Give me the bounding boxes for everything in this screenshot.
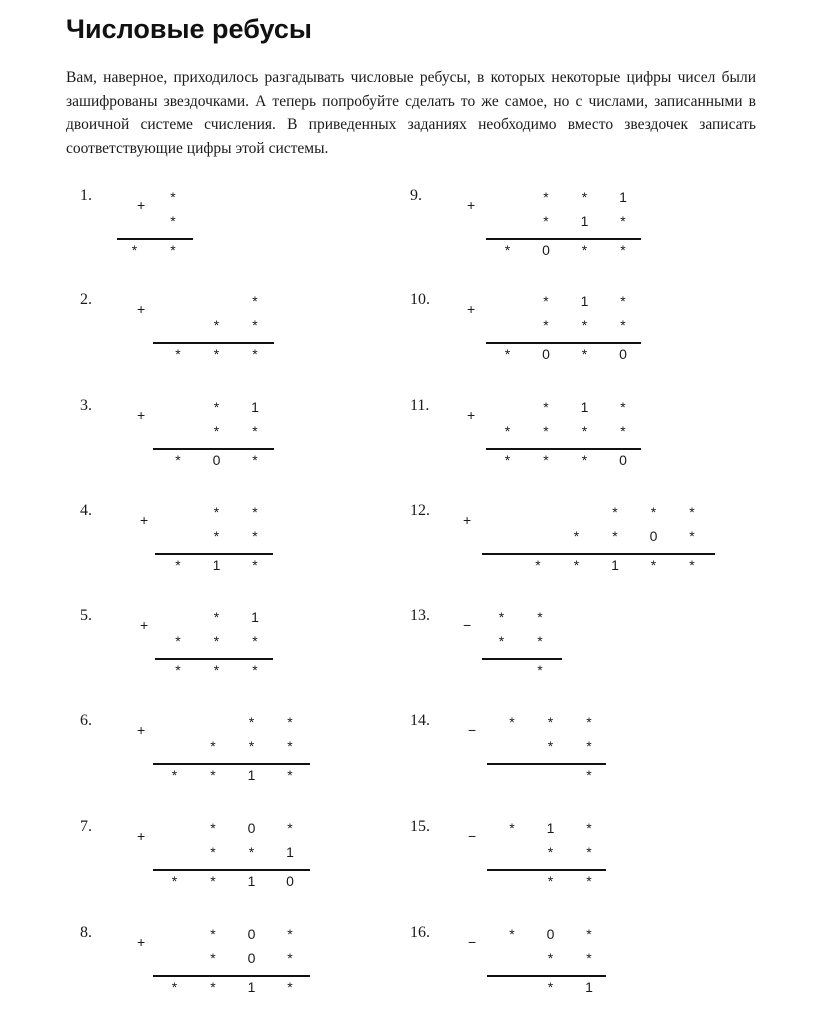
digit: 1 <box>611 557 619 573</box>
hidden-digit: * <box>213 346 220 362</box>
hidden-digit: * <box>586 843 592 860</box>
hidden-digit: * <box>171 767 178 783</box>
plus-sign: + <box>137 301 146 317</box>
plus-sign: + <box>467 197 476 213</box>
plus-sign: + <box>137 934 146 950</box>
hidden-digit: * <box>287 737 293 754</box>
hidden-digit: * <box>543 452 549 468</box>
hidden-digit: * <box>689 504 695 520</box>
puzzle-number: 1. <box>80 187 92 204</box>
hidden-digit: * <box>620 422 626 439</box>
hidden-digit: * <box>537 632 543 649</box>
hidden-digit: * <box>547 737 554 754</box>
hidden-digit: * <box>547 979 554 995</box>
hidden-digit: * <box>620 293 626 309</box>
hidden-digit: * <box>586 714 592 730</box>
hidden-digit: * <box>287 949 293 966</box>
hidden-digit: * <box>650 504 657 520</box>
hidden-digit: * <box>498 632 505 649</box>
digit: 0 <box>247 926 256 942</box>
digit: 1 <box>286 843 294 860</box>
hidden-digit: * <box>498 609 505 625</box>
hidden-digit: * <box>210 843 216 860</box>
plus-sign: + <box>467 301 476 317</box>
intro-paragraph: Вам, наверное, приходилось разгадывать числовые ребусы, в которых некоторые цифры чисел были зашифрованы звездочками. А теперь попробуйте сделать то же самое, но с числами, записанными в двоичной системе счисления. В приведенных заданиях необходимо вместо звездочек записать соответствующие цифры этой системы. <box>66 69 756 157</box>
plus-sign: + <box>137 407 146 423</box>
hidden-digit: * <box>504 422 511 439</box>
hidden-digit: * <box>612 527 618 544</box>
hidden-digit: * <box>252 422 258 439</box>
hidden-digit: * <box>252 293 258 309</box>
puzzle-number: 8. <box>80 924 92 941</box>
hidden-digit: * <box>170 242 176 258</box>
plus-sign: + <box>137 722 146 738</box>
hidden-digit: * <box>287 926 293 942</box>
hidden-digit: * <box>620 242 626 258</box>
minus-sign: − <box>468 722 477 738</box>
minus-sign: − <box>468 934 477 950</box>
digit: 0 <box>247 820 256 836</box>
digit: 0 <box>649 527 658 544</box>
hidden-digit: * <box>573 557 580 573</box>
digit: 1 <box>247 979 256 995</box>
puzzle-number: 12. <box>410 502 430 519</box>
hidden-digit: * <box>175 632 181 649</box>
hidden-digit: * <box>543 399 549 415</box>
digit: 1 <box>585 979 593 995</box>
plus-sign: + <box>140 512 149 528</box>
puzzle-number: 11. <box>410 397 430 414</box>
sum-line <box>153 975 310 977</box>
sum-line <box>117 238 193 240</box>
digit: 0 <box>619 452 627 468</box>
hidden-digit: * <box>175 452 181 468</box>
sum-line <box>487 763 606 765</box>
hidden-digit: * <box>543 189 549 205</box>
puzzle-number: 9. <box>410 187 422 204</box>
hidden-digit: * <box>620 316 626 333</box>
hidden-digit: * <box>509 714 515 730</box>
hidden-digit: * <box>573 527 580 544</box>
hidden-digit: * <box>252 557 258 573</box>
plus-sign: + <box>140 617 149 633</box>
digit: 0 <box>619 346 627 362</box>
hidden-digit: * <box>252 452 258 468</box>
hidden-digit: * <box>252 346 258 362</box>
hidden-digit: * <box>287 714 293 730</box>
hidden-digit: * <box>689 527 695 544</box>
digit: 1 <box>580 293 589 309</box>
puzzle-number: 15. <box>410 818 430 835</box>
sum-line <box>153 869 310 871</box>
hidden-digit: * <box>504 452 511 468</box>
hidden-digit: * <box>581 346 588 362</box>
hidden-digit: * <box>586 949 592 966</box>
hidden-digit: * <box>252 504 258 520</box>
puzzle-number: 13. <box>410 607 430 624</box>
sum-line <box>153 763 310 765</box>
hidden-digit: * <box>170 189 176 205</box>
digit: 1 <box>247 873 256 889</box>
digit: 1 <box>251 609 259 625</box>
sum-line <box>487 869 606 871</box>
hidden-digit: * <box>586 820 592 836</box>
digit: 1 <box>580 399 589 415</box>
hidden-digit: * <box>543 316 549 333</box>
sum-line <box>155 553 273 555</box>
hidden-digit: * <box>535 557 541 573</box>
hidden-digit: * <box>248 843 255 860</box>
hidden-digit: * <box>252 316 258 333</box>
digit: 1 <box>247 767 256 783</box>
hidden-digit: * <box>210 979 216 995</box>
hidden-digit: * <box>210 926 216 942</box>
sum-line <box>482 553 715 555</box>
hidden-digit: * <box>213 527 220 544</box>
hidden-digit: * <box>537 609 543 625</box>
hidden-digit: * <box>210 949 216 966</box>
hidden-digit: * <box>504 242 511 258</box>
hidden-digit: * <box>171 979 178 995</box>
minus-sign: − <box>468 828 477 844</box>
digit: 1 <box>546 820 555 836</box>
hidden-digit: * <box>543 212 549 229</box>
puzzle-number: 4. <box>80 502 92 519</box>
hidden-digit: * <box>547 843 554 860</box>
hidden-digit: * <box>547 949 554 966</box>
sum-line <box>486 238 641 240</box>
sum-line <box>486 342 641 344</box>
hidden-digit: * <box>543 422 549 439</box>
puzzle-number: 2. <box>80 291 92 308</box>
hidden-digit: * <box>252 527 258 544</box>
hidden-digit: * <box>620 212 626 229</box>
sum-line <box>487 975 606 977</box>
hidden-digit: * <box>170 212 176 229</box>
hidden-digit: * <box>252 632 258 649</box>
hidden-digit: * <box>620 399 626 415</box>
sum-line <box>153 448 274 450</box>
digit: 0 <box>286 873 294 889</box>
digit: 1 <box>251 399 259 415</box>
hidden-digit: * <box>650 557 657 573</box>
digit: 0 <box>542 346 550 362</box>
digit: 0 <box>247 949 256 966</box>
hidden-digit: * <box>171 873 178 889</box>
hidden-digit: * <box>175 557 181 573</box>
puzzle-number: 5. <box>80 607 92 624</box>
minus-sign: − <box>463 617 472 633</box>
hidden-digit: * <box>547 873 554 889</box>
hidden-digit: * <box>213 609 220 625</box>
hidden-digit: * <box>210 873 216 889</box>
hidden-digit: * <box>210 737 216 754</box>
hidden-digit: * <box>689 557 695 573</box>
page-title: Числовые ребусы <box>66 14 312 44</box>
puzzle-number: 16. <box>410 924 430 941</box>
digit: 0 <box>542 242 550 258</box>
puzzle-number: 14. <box>410 712 430 729</box>
sum-line <box>486 448 641 450</box>
hidden-digit: * <box>287 820 293 836</box>
hidden-digit: * <box>213 422 220 439</box>
digit: 1 <box>619 189 627 205</box>
digit: 1 <box>580 212 589 229</box>
hidden-digit: * <box>210 767 216 783</box>
hidden-digit: * <box>175 346 181 362</box>
digit: 0 <box>212 452 221 468</box>
hidden-digit: * <box>213 316 220 333</box>
plus-sign: + <box>463 512 472 528</box>
puzzle-number: 6. <box>80 712 92 729</box>
hidden-digit: * <box>612 504 618 520</box>
hidden-digit: * <box>213 662 220 678</box>
puzzle-number: 10. <box>410 291 430 308</box>
hidden-digit: * <box>586 873 592 889</box>
plus-sign: + <box>467 407 476 423</box>
puzzle-number: 7. <box>80 818 92 835</box>
puzzle-number: 3. <box>80 397 92 414</box>
digit: 1 <box>212 557 221 573</box>
hidden-digit: * <box>537 662 543 678</box>
hidden-digit: * <box>210 820 216 836</box>
hidden-digit: * <box>287 767 293 783</box>
hidden-digit: * <box>586 767 592 783</box>
hidden-digit: * <box>175 662 181 678</box>
hidden-digit: * <box>586 926 592 942</box>
hidden-digit: * <box>248 737 255 754</box>
hidden-digit: * <box>543 293 549 309</box>
hidden-digit: * <box>213 632 220 649</box>
hidden-digit: * <box>586 737 592 754</box>
hidden-digit: * <box>581 189 588 205</box>
hidden-digit: * <box>213 504 220 520</box>
plus-sign: + <box>137 828 146 844</box>
hidden-digit: * <box>581 452 588 468</box>
hidden-digit: * <box>504 346 511 362</box>
hidden-digit: * <box>509 820 515 836</box>
hidden-digit: * <box>581 316 588 333</box>
sum-line <box>155 658 273 660</box>
hidden-digit: * <box>581 242 588 258</box>
hidden-digit: * <box>581 422 588 439</box>
hidden-digit: * <box>509 926 515 942</box>
hidden-digit: * <box>248 714 255 730</box>
hidden-digit: * <box>131 242 138 258</box>
sum-line <box>153 342 274 344</box>
sum-line <box>482 658 562 660</box>
digit: 0 <box>546 926 555 942</box>
hidden-digit: * <box>213 399 220 415</box>
hidden-digit: * <box>547 714 554 730</box>
hidden-digit: * <box>287 979 293 995</box>
hidden-digit: * <box>252 662 258 678</box>
plus-sign: + <box>137 197 146 213</box>
